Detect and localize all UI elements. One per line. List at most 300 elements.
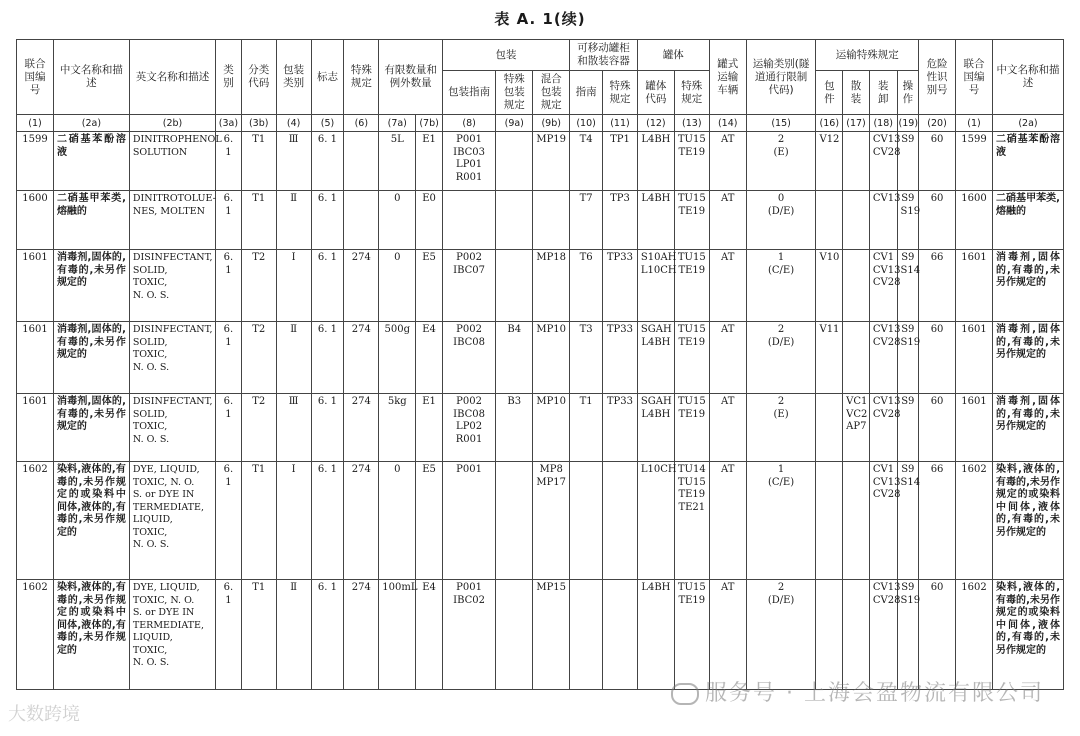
english-name-line: DINITROTOLUE- <box>132 193 216 204</box>
operation-provision-line: S14 <box>900 476 921 488</box>
tank-instructions: T3 <box>570 322 603 394</box>
bulk-provision <box>843 191 870 250</box>
mixed-packing <box>533 191 570 250</box>
english-name-line: TOXIC, <box>132 421 168 432</box>
label: 6. 1 <box>311 462 344 580</box>
english-name-line: S. or DYE IN <box>132 607 195 618</box>
tank-special: TP33 <box>603 394 638 462</box>
loading-provision <box>869 580 901 690</box>
column-number: (18) <box>869 115 897 132</box>
un-number-right: 1602 <box>956 580 993 690</box>
operation-provision-line: S9 <box>901 134 915 145</box>
packing-instructions <box>442 580 495 690</box>
column-number-row <box>17 115 1064 132</box>
english-name-line: LIQUID, <box>132 514 173 525</box>
english-name <box>129 132 222 191</box>
loading-provision-line: CV13 <box>872 264 901 276</box>
operation-provision <box>897 132 919 191</box>
special-packing <box>496 250 533 322</box>
tank-code-line: SGAH <box>640 324 672 335</box>
tank-instructions: T1 <box>570 394 603 462</box>
excepted-quantity: E4 <box>416 322 443 394</box>
english-name-line: TOXIC, <box>132 277 168 288</box>
class: 6. 1 <box>216 580 242 690</box>
operation-provision-line: S9 <box>901 464 915 475</box>
class: 6. 1 <box>216 250 242 322</box>
transport-category-line: 1 <box>777 464 785 475</box>
operation-provision-line: S14 <box>900 264 921 276</box>
english-name <box>129 250 215 322</box>
chinese-name: 消毒剂,固体的,有毒的,未另作规定的 <box>53 322 129 394</box>
tank-instructions <box>570 462 603 580</box>
header-english-name: 英文名称和描述 <box>129 40 215 115</box>
loading-provision-line: CV1 <box>872 464 895 475</box>
transport-category <box>746 191 816 250</box>
header-hazard-id: 危险性识别号 <box>919 40 956 115</box>
special-packing <box>496 462 533 580</box>
english-name-line: N. O. S. <box>132 433 170 445</box>
column-number: (7a) <box>379 115 416 132</box>
english-name-line: DISINFECTANT, <box>132 396 213 407</box>
header-un-number-right: 联合国编号 <box>956 40 993 115</box>
english-name-line: SOLID, <box>132 336 168 348</box>
header-tank-code-special: 特殊规定 <box>674 71 709 115</box>
special-provisions: 274 <box>344 322 379 394</box>
un-number-right: 1602 <box>956 462 993 580</box>
english-name-line: TOXIC, <box>132 349 168 360</box>
column-number: (1) <box>17 115 54 132</box>
packing-instructions-line: P002 <box>456 396 482 407</box>
packing-group: Ⅰ <box>276 462 311 580</box>
classification-code: T2 <box>241 322 276 394</box>
tank-code-line: L4BH <box>641 582 671 593</box>
excepted-quantity: E5 <box>416 462 443 580</box>
label: 6. 1 <box>311 580 344 690</box>
header-packing-instructions: 包装指南 <box>442 71 495 115</box>
un-number-right: 1601 <box>956 322 993 394</box>
bulk-provision <box>843 462 870 580</box>
loading-provision-line: CV13 <box>872 134 901 145</box>
mixed-packing <box>533 580 570 690</box>
column-number: (2a) <box>992 115 1063 132</box>
header-tank: 罐体 <box>637 40 709 71</box>
loading-provision-line: CV28 <box>872 277 901 288</box>
un-number-right: 1601 <box>956 250 993 322</box>
english-name-line: TERMEDIATE, <box>132 619 204 631</box>
classification-code: T1 <box>241 462 276 580</box>
column-number: (8) <box>442 115 495 132</box>
english-name-line: N. O. S. <box>132 361 170 373</box>
english-name-line: N. O. S. <box>132 539 170 550</box>
column-number: (5) <box>311 115 344 132</box>
chinese-name: 消毒剂,固体的,有毒的,未另作规定的 <box>53 250 129 322</box>
english-name-line: DISINFECTANT, <box>132 324 213 335</box>
header-packages: 包件 <box>816 71 843 115</box>
label: 6. 1 <box>311 132 344 191</box>
tank-code-special <box>674 191 709 250</box>
tank-code-special-line: TE19 <box>678 205 706 217</box>
header-transport-category: 运输类别(隧道通行限制代码) <box>746 40 816 115</box>
transport-category-line: (E) <box>773 408 789 420</box>
header-tank-instructions: 指南 <box>570 71 603 115</box>
column-number: (9a) <box>496 115 533 132</box>
operation-provision <box>897 191 919 250</box>
loading-provision-line: CV28 <box>872 408 901 420</box>
classification-code: T1 <box>241 191 276 250</box>
limited-quantity: 0 <box>379 462 416 580</box>
chinese-name-right: 消毒剂,固体的,有毒的,未另作规定的 <box>992 394 1063 462</box>
column-number: (7b) <box>416 115 443 132</box>
tank-code-special <box>674 580 709 690</box>
english-name <box>129 322 215 394</box>
header-limited-quantity: 有限数量和例外数量 <box>379 40 443 115</box>
tank-instructions: T6 <box>570 250 603 322</box>
tank-code-special-line: TU15 <box>677 193 706 204</box>
limited-quantity: 0 <box>379 191 416 250</box>
bulk-provision-line: AP7 <box>846 421 867 432</box>
chinese-name: 二硝基苯酚溶液 <box>53 132 129 191</box>
english-name <box>129 580 215 690</box>
operation-provision-line: S9 <box>901 396 915 407</box>
un-number: 1601 <box>17 394 54 462</box>
limited-quantity: 500g <box>379 322 416 394</box>
tank-vehicle: AT <box>709 322 746 394</box>
packing-group: Ⅱ <box>276 191 311 250</box>
bulk-provision <box>843 394 870 462</box>
class: 6. 1 <box>216 394 242 462</box>
special-provisions <box>344 132 379 191</box>
header-special-packing: 特殊包装规定 <box>496 71 533 115</box>
excepted-quantity: E5 <box>416 250 443 322</box>
packing-group: Ⅰ <box>276 250 311 322</box>
header-classification-code: 分类代码 <box>241 40 276 115</box>
mixed-packing-line: MP10 <box>536 396 567 407</box>
tank-vehicle: AT <box>709 250 746 322</box>
tank-code-line: SGAH <box>640 396 672 407</box>
transport-category-line: 1 <box>777 252 785 263</box>
transport-category-line: (D/E) <box>767 205 795 217</box>
bulk-provision <box>843 132 870 191</box>
packages-provision <box>816 580 843 690</box>
column-number: (6) <box>344 115 379 132</box>
column-number: (11) <box>603 115 638 132</box>
limited-quantity: 5kg <box>379 394 416 462</box>
tank-code-special-line: TU14 <box>677 464 706 475</box>
packages-provision <box>816 462 843 580</box>
column-number: (16) <box>816 115 843 132</box>
tank-code-special-line: TE19 <box>678 408 706 420</box>
column-number: (3a) <box>216 115 242 132</box>
special-packing: B4 <box>496 322 533 394</box>
tank-code-special-line: TE19 <box>678 336 706 348</box>
loading-provision <box>869 322 901 394</box>
loading-provision <box>869 191 901 250</box>
tank-code-special <box>674 462 709 580</box>
label: 6. 1 <box>311 322 344 394</box>
loading-provision-line: CV1 <box>872 252 895 263</box>
packing-group: Ⅱ <box>276 580 311 690</box>
packing-group: Ⅱ <box>276 322 311 394</box>
loading-provision <box>869 394 901 462</box>
tank-code-special-line: TU15 <box>677 324 706 335</box>
bulk-provision <box>843 322 870 394</box>
english-name-line: TOXIC, <box>132 526 168 538</box>
classification-code: T2 <box>241 250 276 322</box>
tank-code-line: L4BH <box>641 193 671 204</box>
chinese-name-right: 消毒剂,固体的,有毒的,未另作规定的 <box>992 250 1063 322</box>
tank-code <box>637 250 677 322</box>
header-operation: 操作 <box>897 71 919 115</box>
hazard-id: 60 <box>919 191 956 250</box>
loading-provision <box>869 462 901 580</box>
label: 6. 1 <box>311 250 344 322</box>
tank-instructions: T4 <box>570 132 603 191</box>
header-bulk: 散装 <box>843 71 870 115</box>
hazard-id: 66 <box>919 462 956 580</box>
mixed-packing-line: MP19 <box>536 134 567 145</box>
header-packing-group: 包装类别 <box>276 40 311 115</box>
chinese-name-right: 二硝基甲苯类,熔融的 <box>992 191 1063 250</box>
bulk-provision-line: VC2 <box>846 408 868 420</box>
special-provisions: 274 <box>344 250 379 322</box>
tank-vehicle: AT <box>709 191 746 250</box>
packing-instructions <box>442 191 495 250</box>
transport-category <box>746 394 816 462</box>
special-packing: B3 <box>496 394 533 462</box>
table-row <box>17 191 1064 250</box>
hazard-id: 60 <box>919 132 956 191</box>
un-number-right: 1600 <box>956 191 993 250</box>
operation-provision <box>897 322 919 394</box>
loading-provision-line: CV28 <box>872 594 901 606</box>
packing-instructions-line: IBC08 <box>453 408 486 420</box>
un-number: 1602 <box>17 580 54 690</box>
transport-category <box>746 322 816 394</box>
chinese-name: 染料,液体的,有毒的,未另作规定的或染料中间体,液体的,有毒的,未另作规定的 <box>53 462 129 580</box>
tank-code <box>637 191 674 250</box>
excepted-quantity: E1 <box>416 394 443 462</box>
packing-instructions <box>442 322 495 394</box>
column-number: (9b) <box>533 115 570 132</box>
chinese-name: 二硝基甲苯类,熔融的 <box>53 191 129 250</box>
header-chinese-name-right: 中文名称和描述 <box>992 40 1063 115</box>
header-loading: 装卸 <box>869 71 897 115</box>
table-row <box>17 132 1064 191</box>
tank-code-line: L10CH <box>640 264 677 276</box>
un-number: 1601 <box>17 322 54 394</box>
limited-quantity: 5L <box>379 132 416 191</box>
header-transport-special: 运输特殊规定 <box>816 40 919 71</box>
english-name-line: NES, MOLTEN <box>132 205 205 217</box>
english-name-line: N. O. S. <box>132 289 170 301</box>
un-number-right: 1599 <box>956 132 993 191</box>
tank-code <box>637 462 677 580</box>
loading-provision-line: CV13 <box>872 324 901 335</box>
transport-category-line: 2 <box>777 396 785 407</box>
excepted-quantity: E4 <box>416 580 443 690</box>
hazard-id: 60 <box>919 394 956 462</box>
hazard-id: 60 <box>919 580 956 690</box>
operation-provision <box>897 580 919 690</box>
packing-instructions-line: P002 <box>456 252 482 263</box>
header-packaging: 包装 <box>442 40 569 71</box>
tank-code-special-line: TE19 <box>678 594 706 606</box>
header-label: 标志 <box>311 40 344 115</box>
tank-code-special <box>674 322 709 394</box>
english-name-line: DINITROPHENOL <box>132 134 222 145</box>
header-tank-code: 罐体代码 <box>637 71 674 115</box>
packages-provision: V11 <box>816 322 843 394</box>
table-title: 表 A. 1(续) <box>494 10 586 28</box>
operation-provision <box>897 462 919 580</box>
bulk-provision <box>843 580 870 690</box>
special-provisions <box>344 191 379 250</box>
special-packing <box>496 132 533 191</box>
tank-special: TP1 <box>603 132 638 191</box>
column-number: (2a) <box>53 115 129 132</box>
mixed-packing-line: MP15 <box>536 582 567 593</box>
packing-instructions <box>442 250 495 322</box>
packages-provision: V10 <box>816 250 843 322</box>
operation-provision-line: S19 <box>900 594 921 606</box>
packages-provision <box>816 191 843 250</box>
column-number: (15) <box>746 115 816 132</box>
header-tank-special: 特殊规定 <box>603 71 638 115</box>
classification-code: T1 <box>241 580 276 690</box>
table-row <box>17 250 1064 322</box>
column-number: (20) <box>919 115 956 132</box>
tank-code-line: L10CH <box>640 464 677 475</box>
tank-vehicle: AT <box>709 580 746 690</box>
classification-code: T1 <box>241 132 276 191</box>
tank-code-special-line: TE19 <box>678 146 706 158</box>
english-name-line: SOLUTION <box>132 146 188 158</box>
english-name-line: TERMEDIATE, <box>132 501 204 513</box>
column-number: (3b) <box>241 115 276 132</box>
header-chinese-name: 中文名称和描述 <box>53 40 129 115</box>
watermark <box>671 676 1044 707</box>
classification-code: T2 <box>241 394 276 462</box>
limited-quantity: 0 <box>379 250 416 322</box>
packing-instructions-line: IBC07 <box>453 264 486 276</box>
un-number: 1600 <box>17 191 54 250</box>
packing-instructions-line: P001 <box>456 464 482 475</box>
transport-category <box>746 580 816 690</box>
english-name-line: DISINFECTANT, <box>132 252 213 263</box>
chinese-name-right: 染料,液体的,有毒的,未另作规定的或染料中间体,液体的,有毒的,未另作规定的 <box>992 580 1063 690</box>
tank-vehicle: AT <box>709 394 746 462</box>
tank-code-special-line: TE19 <box>678 489 706 500</box>
special-packing <box>496 580 533 690</box>
mixed-packing <box>533 132 570 191</box>
column-number: (19) <box>897 115 919 132</box>
packing-group: Ⅲ <box>276 394 311 462</box>
table-row <box>17 394 1064 462</box>
header-portable-tanks: 可移动罐柜和散装容器 <box>570 40 638 71</box>
loading-provision-line: CV13 <box>872 396 901 407</box>
class: 6. 1 <box>216 132 242 191</box>
loading-provision-line: CV13 <box>872 582 901 593</box>
hazard-id: 66 <box>919 250 956 322</box>
transport-category-line: (D/E) <box>767 336 795 348</box>
packages-provision <box>816 394 843 462</box>
operation-provision-line: S19 <box>900 336 921 348</box>
tank-special <box>603 462 638 580</box>
transport-category-line: 0 <box>777 193 785 204</box>
corner-watermark: 大数跨境 <box>8 704 80 725</box>
limited-quantity: 100mL <box>379 580 416 690</box>
transport-category-line: 2 <box>777 582 785 593</box>
bulk-provision-line: VC1 <box>846 396 868 407</box>
chinese-name-right: 二硝基苯酚溶液 <box>992 132 1063 191</box>
watermark-text: 服务号 · 上海会盈物流有限公司 <box>705 681 1044 706</box>
chinese-name-right: 消毒剂,固体的,有毒的,未另作规定的 <box>992 322 1063 394</box>
class: 6. 1 <box>216 462 242 580</box>
english-name-line: DYE, LIQUID, <box>132 464 200 475</box>
english-name-line: LIQUID, <box>132 632 173 643</box>
tank-code-line: L4BH <box>641 336 671 348</box>
packing-instructions <box>442 132 495 191</box>
tank-code-special-line: TU15 <box>677 476 706 488</box>
label: 6. 1 <box>311 394 344 462</box>
loading-provision-line: CV13 <box>872 476 901 488</box>
bulk-provision <box>843 250 870 322</box>
special-provisions: 274 <box>344 462 379 580</box>
special-provisions: 274 <box>344 580 379 690</box>
transport-category <box>746 250 816 322</box>
english-name-line: S. or DYE IN <box>132 489 195 500</box>
packages-provision: V12 <box>816 132 843 191</box>
transport-category-line: (D/E) <box>767 594 795 606</box>
special-provisions: 274 <box>344 394 379 462</box>
tank-code-special-line: TU15 <box>677 134 706 145</box>
tank-special: TP33 <box>603 250 638 322</box>
tank-code-special-line: TE21 <box>678 501 706 513</box>
tank-special: TP3 <box>603 191 638 250</box>
operation-provision <box>897 250 919 322</box>
column-number: (4) <box>276 115 311 132</box>
english-name <box>129 394 215 462</box>
english-name-line: DYE, LIQUID, <box>132 582 200 593</box>
packing-instructions <box>442 462 495 580</box>
english-name-line: SOLID, <box>132 264 168 276</box>
header-tank-vehicle: 罐式运输车辆 <box>709 40 746 115</box>
transport-category-line: 2 <box>777 134 785 145</box>
english-name-line: TOXIC, <box>132 644 168 656</box>
tank-vehicle: AT <box>709 132 746 191</box>
loading-provision-line: CV28 <box>872 146 901 158</box>
column-number: (17) <box>843 115 870 132</box>
wechat-icon <box>671 683 699 705</box>
loading-provision-line: CV28 <box>872 336 901 348</box>
tank-special <box>603 580 638 690</box>
tank-instructions: T7 <box>570 191 603 250</box>
column-number: (2b) <box>129 115 215 132</box>
tank-code-special-line: TU15 <box>677 582 706 593</box>
mixed-packing-line: MP17 <box>536 476 567 488</box>
dangerous-goods-table <box>16 39 1064 690</box>
transport-category-line: 2 <box>777 324 785 335</box>
packing-instructions-line: R001 <box>455 433 483 445</box>
table-row <box>17 580 1064 690</box>
tank-code-line: L4BH <box>641 134 671 145</box>
excepted-quantity: E1 <box>416 132 443 191</box>
special-packing <box>496 191 533 250</box>
tank-code <box>637 322 674 394</box>
loading-provision-line: CV28 <box>872 489 901 500</box>
tank-code <box>637 394 674 462</box>
header-un-number: 联合国编号 <box>17 40 54 115</box>
